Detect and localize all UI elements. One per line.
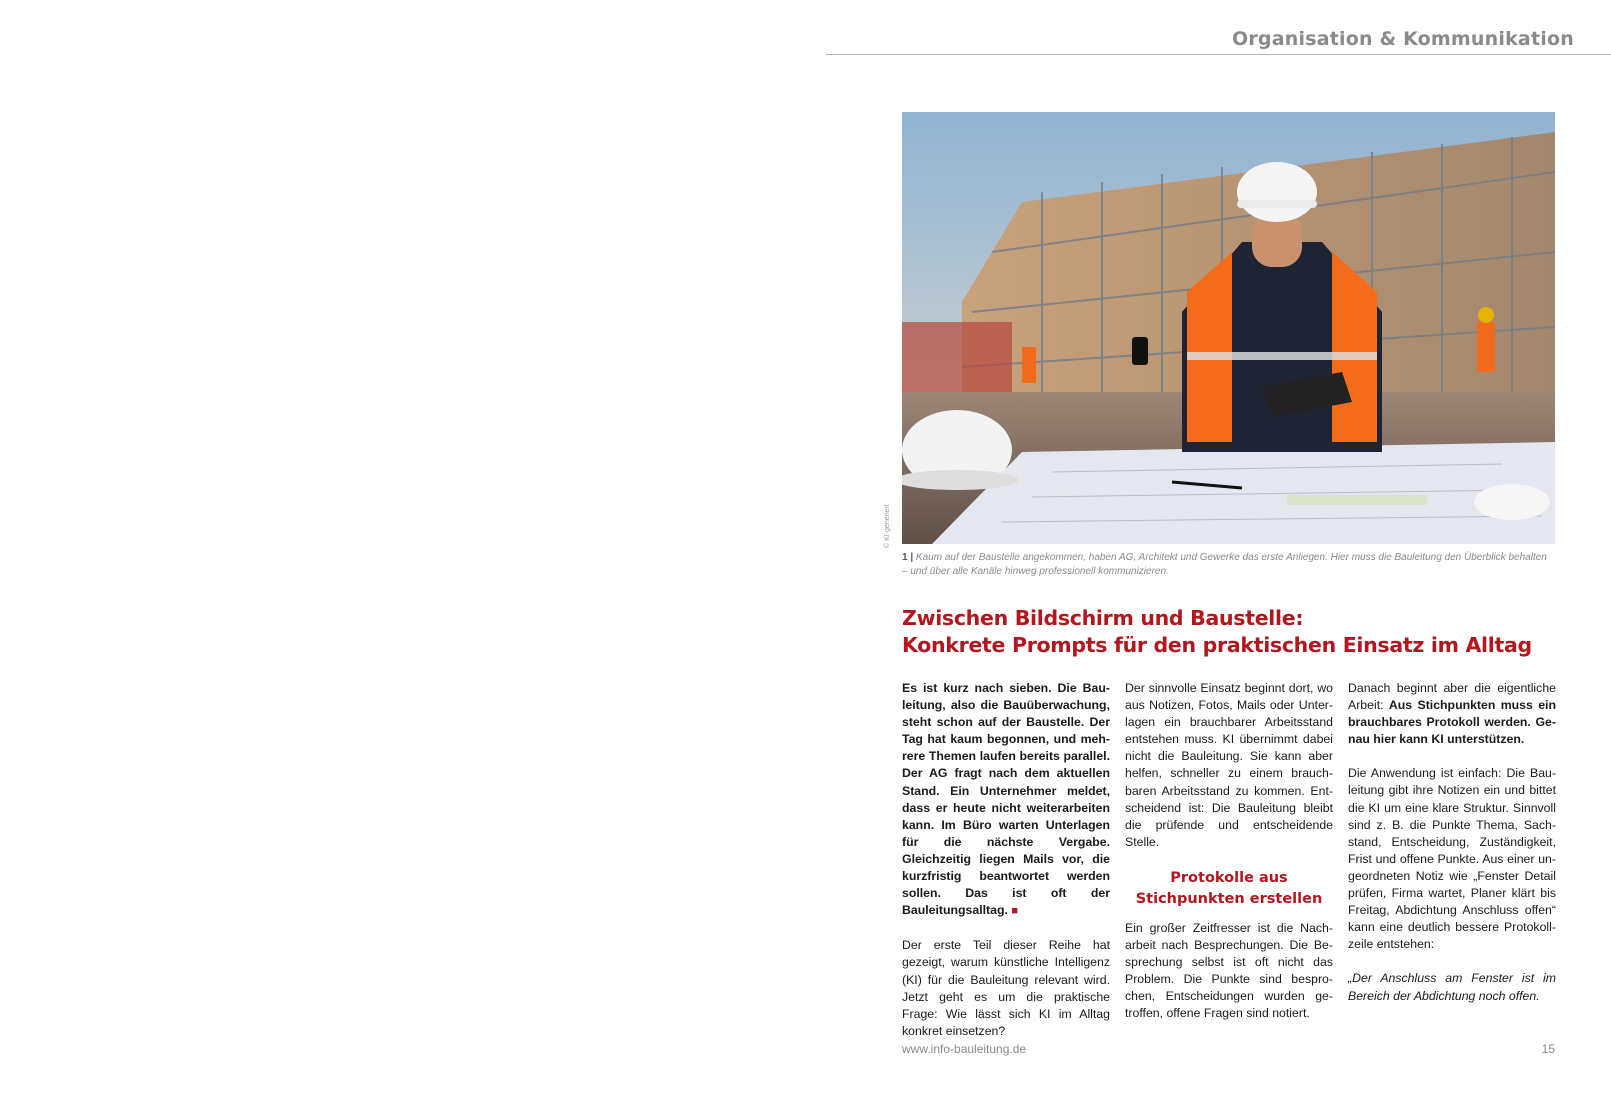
body-paragraph: Der sinnvolle Einsatz beginnt dort, wo aus Notizen, Fotos, Mails oder Unterlagen ein brauchbarer Arbeitsstand entstehen muss. KI übernimmt dabei nicht die Bauleitung. Sie kann aber helfen, schneller zu einem brauchbaren Arbeitsstand zu kommen. Entscheidend ist: Die Bauleitung bleibt die prüfende und entscheidende Stelle. [1125, 681, 1333, 849]
emphasis-text: Aus Stichpunkten muss ein brauchbares Protokoll werden. Genau hier kann KI unterstützen. [1348, 698, 1556, 747]
header-divider [826, 54, 1611, 55]
page-number: 15 [1541, 1042, 1555, 1056]
construction-site-photo [902, 112, 1555, 544]
lead-paragraph [902, 680, 1110, 920]
section-subheading: Protokolle aus Stichpunkten erstellen [1135, 869, 1323, 907]
headline-line-2: Konkrete Prompts für den praktischen Einsatz im Alltag [902, 633, 1532, 657]
figure-caption [902, 551, 1555, 578]
text-column-3 [1348, 680, 1556, 1022]
end-mark-icon: ■ [1011, 905, 1018, 918]
caption-number: 1 | [902, 552, 914, 563]
section-header: Organisation & Kommunikation [1232, 28, 1574, 50]
body-paragraph [1348, 680, 1556, 748]
body-paragraph: Die Anwendung ist einfach: Die Bauleitung gibt ihre Notizen ein und bittet die KI um eine klare Struktur. Sinnvoll sind z. B. die Punkte Thema, Sachstand, Entscheidung, Zuständigkeit, Frist und offene Punkte. Aus einer ungeordneten Notiz wie „Fenster Detail prüfen, Firma wartet, Planer klärt bis Freitag, Abdichtung Anschluss offen“ kann eine deutlich bessere Protokollzeile entstehen: [1348, 766, 1556, 952]
text-column-2 [1125, 680, 1333, 1040]
caption-text: Kaum auf der Baustelle angekommen, haben AG, Architekt und Gewerke das erste Anliegen. Hier muss die Bauleitung den Überblick behalten – und über alle Kanäle hinweg professionell kommunizieren. [902, 552, 1547, 577]
quote-paragraph: „Der Anschluss am Fenster ist im Bereich der Abdichtung noch offen. [1348, 971, 1556, 1003]
body-paragraph: Der erste Teil dieser Reihe hat gezeigt, warum künstliche Intelligenz (KI) für die Bauleitung relevant wird. Jetzt geht es um die praktische Frage: Wie lässt sich KI im Alltag konkret einsetzen? [902, 938, 1110, 1038]
body-text: Danach beginnt aber die eigentliche Arbeit: [1348, 681, 1556, 713]
article-headline [902, 605, 1555, 659]
lead-text: Es ist kurz nach sieben. Die Bauleitung, also die Bauüberwachung, steht schon auf der Baustelle. Der Tag hat kaum begonnen, und mehrere Themen laufen bereits parallel. Der AG fragt nach dem aktuellen Stand. Ein Unternehmer meldet, dass er heute nicht weiterarbeiten kann. Im Büro warten Unterlagen für die nächste Vergabe. Gleichzeitig liegen Mails vor, die kurzfristig beantwortet werden sollen. Das ist oft der Bauleitungsalltag. [902, 681, 1110, 918]
headline-line-1: Zwischen Bildschirm und Baustelle: [902, 606, 1304, 630]
footer-url: www.info-bauleitung.de [902, 1042, 1027, 1056]
text-column-1 [902, 680, 1110, 1057]
body-paragraph: Ein großer Zeitfresser ist die Nacharbeit nach Besprechungen. Die Besprechung selbst ist oft nicht das Problem. Die Punkte sind besprochen, Entscheidungen wurden getroffen, offene Fragen sind notiert. [1125, 920, 1333, 1021]
photo-credit: © KI-generiert [884, 504, 891, 548]
